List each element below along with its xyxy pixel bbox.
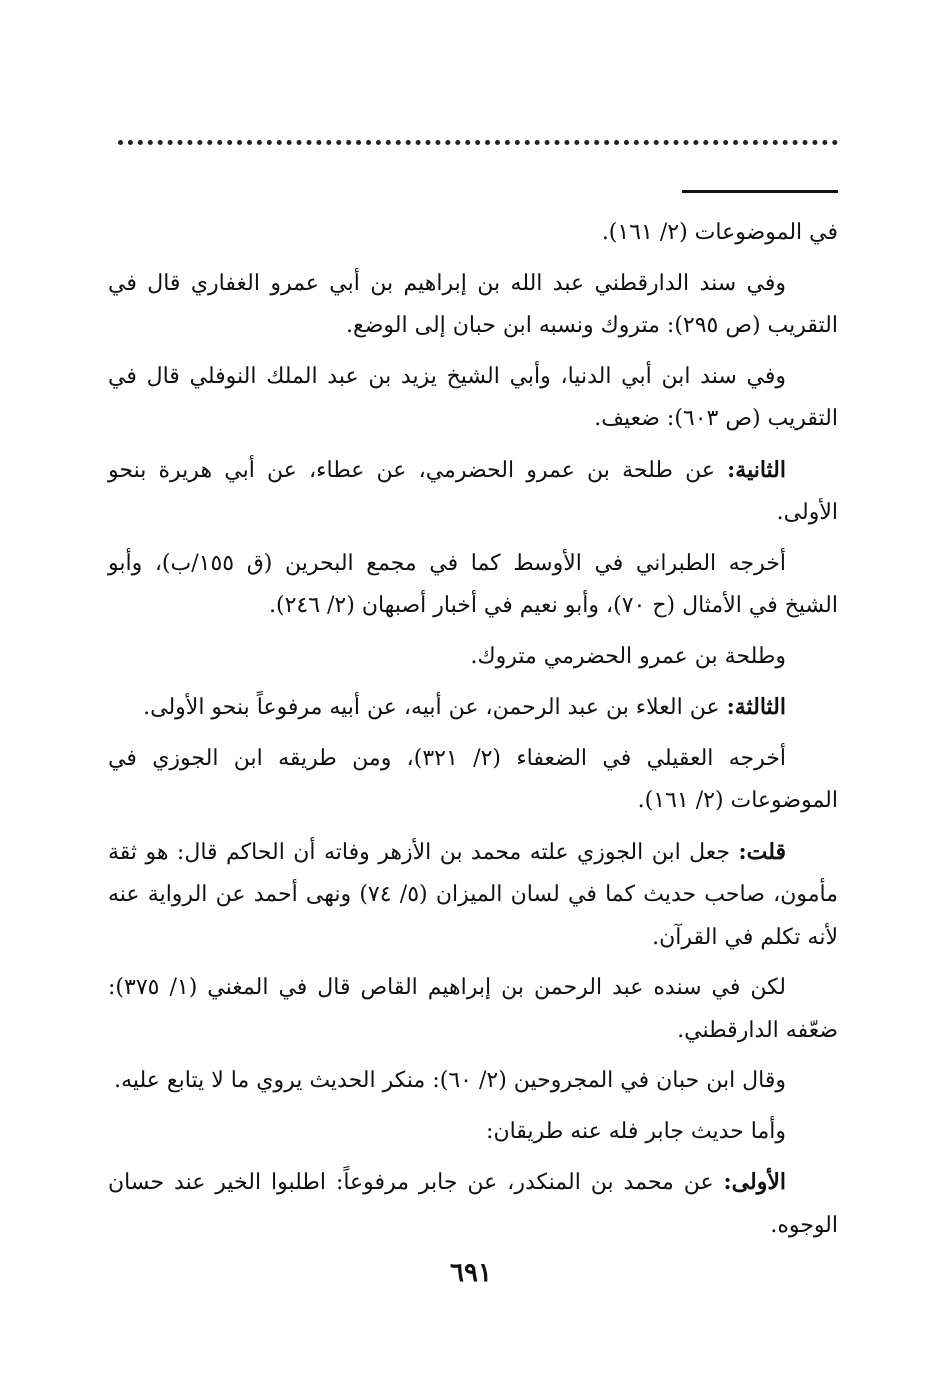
paragraph — [108, 449, 838, 535]
page-number: ٦٩١ — [450, 1258, 492, 1288]
paragraph-text: وفي سند ابن أبي الدنيا، وأبي الشيخ يزيد بن عبد الملك النوفلي قال في التقريب (ص ٦٠٣): ضعيف. — [108, 363, 838, 431]
paragraph-heading: قلت: — [738, 838, 786, 865]
paragraph — [108, 263, 838, 348]
paragraph-text: وقال ابن حبان في المجروحين (٢/ ٦٠): منكر الحديث يروي ما لا يتابع عليه. — [114, 1068, 786, 1093]
paragraph-text: أخرجه العقيلي في الضعفاء (٢/ ٣٢١)، ومن طريقه ابن الجوزي في الموضوعات (٢/ ١٦١). — [108, 745, 838, 813]
paragraph-heading: الثانية: — [727, 456, 786, 483]
paragraph-text: أخرجه الطبراني في الأوسط كما في مجمع البحرين (ق ١٥٥/ب)، وأبو الشيخ في الأمثال (ح ٧٠)، وأبو نعيم في أخبار أصبهان (٢/ ٢٤٦). — [108, 550, 838, 618]
paragraph — [108, 1161, 838, 1247]
paragraph-text: لكن في سنده عبد الرحمن بن إبراهيم القاص قال في المغني (١/ ٣٧٥): ضعّفه الدارقطني. — [108, 975, 838, 1043]
paragraph-text: جعل ابن الجوزي علته محمد بن الأزهر وفاته أن الحاكم قال: هو ثقة مأمون، صاحب حديث كما في لسان الميزان (٥/ ٧٤) ونهى أحمد عن الرواية عنه لأنه تكلم في القرآن. — [108, 839, 839, 950]
paragraph-text: وفي سند الدارقطني عبد الله بن إبراهيم بن أبي عمرو الغفاري قال في التقريب (ص ٢٩٥): متروك ونسبه ابن حبان إلى الوضع. — [108, 270, 838, 338]
paragraph — [108, 543, 838, 628]
paragraph — [108, 1060, 838, 1103]
paragraph-text: عن طلحة بن عمرو الحضرمي، عن عطاء، عن أبي هريرة بنحو الأولى. — [108, 457, 838, 525]
paragraph — [108, 1111, 838, 1154]
paragraph — [108, 636, 838, 679]
paragraph — [108, 356, 838, 441]
paragraph-heading: الثالثة: — [726, 694, 786, 720]
paragraph — [108, 967, 838, 1052]
paragraph — [108, 686, 838, 730]
paragraph-text: وأما حديث جابر فله عنه طريقان: — [486, 1118, 786, 1144]
paragraph — [108, 831, 838, 960]
paragraph-text: وطلحة بن عمرو الحضرمي متروك. — [470, 643, 786, 669]
paragraph-text: عن محمد بن المنكدر، عن جابر مرفوعاً: اطلبوا الخير عند حسان الوجوه. — [108, 1170, 838, 1238]
footnote-text-block — [108, 212, 838, 1255]
paragraph — [108, 738, 838, 823]
paragraph-text: في الموضوعات (٢/ ١٦١). — [601, 220, 838, 245]
paragraph-heading: الأولى: — [723, 1169, 786, 1195]
paragraph-text: عن العلاء بن عبد الرحمن، عن أبيه، عن أبيه مرفوعاً بنحو الأولى. — [143, 695, 727, 720]
dotted-separator — [118, 140, 838, 145]
footnote-rule — [682, 190, 838, 193]
paragraph — [108, 212, 838, 255]
